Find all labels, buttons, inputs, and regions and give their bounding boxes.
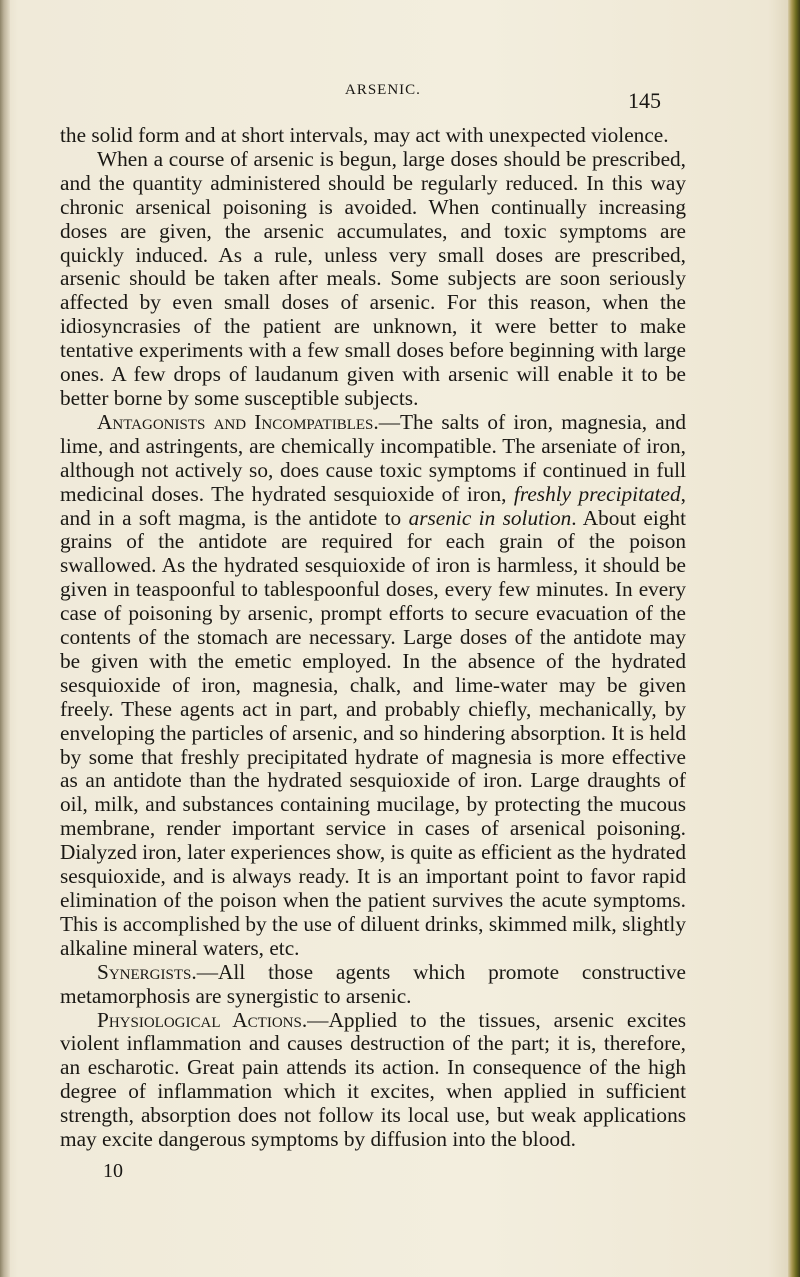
paragraph-text: —Applied to the tissues, arsenic excites violent inflammation and causes destruction of the part; it is, therefore, an escharotic. Great pain attends its action. In consequence of the high degree of inflammation which it excites, when applied in sufficient strength, absorption does not follow its local use, but weak applications may excite dangerous symptoms by diffusion into the blood. [60,1007,687,1152]
paragraph-text: the solid form and at short intervals, may act with unexpected violence. [60,123,669,147]
paragraph-physiological-actions [60,1009,686,1152]
running-head [0,78,800,118]
italic-phrase: freshly precipitated [513,481,681,506]
body-text [60,124,686,1152]
paragraph-text: —The salts of iron, magnesia, and lime, and astringents, are chemically incompatible. The arseniate of iron, although not actively so, does cause toxic symptoms if continued in full medicinal doses. The hydrated sesquioxide of iron, [60,409,686,506]
paragraph-synergists [60,961,686,1009]
paragraph-text: When a course of arsenic is begun, large doses should be prescribed, and the quantity administered should be regularly reduced. In this way chronic arsenical poisoning is avoided. When continually increasing doses are given, the arsenic accumulates, and toxic symptoms are quickly induced. As a rule, unless very small doses are prescribed, arsenic should be taken after meals. Some subjects are soon seriously affected by even small doses of arsenic. For this reason, when the idiosyncrasies of the patient are unknown, it were better to make tentative experiments with a few small doses before beginning with large ones. A few drops of laudanum given with arsenic will enable it to be better borne by some susceptible subjects. [60,146,686,410]
italic-phrase: arsenic in solution [408,505,572,530]
paragraph-dosage [60,148,686,411]
paragraph-continuation [60,124,686,148]
paragraph-text: —All those agents which promote constructive metamorphosis are synergistic to arsenic. [60,959,686,1008]
paragraph-text: . About eight grains of the antidote are required for each grain of the poison swallowed. As the hydrated sesquioxide of iron is harmless, it should be given in teaspoonful to tablespoonful doses, every few minutes. In every case of poisoning by arsenic, prompt efforts to secure evacuation of the contents of the stomach are necessary. Large doses of the antidote may be given with the emetic employed. In the absence of the hydrated sesquioxide of iron, magnesia, chalk, and lime-water may be given freely. These agents act in part, and probably chiefly, mechanically, by enveloping the particles of arsenic, and so hindering absorption. It is held by some that freshly precipitated hydrate of magnesia is more effective as an antidote than the hydrated sesquioxide of iron. Large draughts of oil, milk, and substances containing mucilage, by protecting the mucous membrane, render important service in cases of arsenical poisoning. Dialyzed iron, later experiences show, is quite as efficient as the hydrated sesquioxide, and is always ready. It is an important point to favor rapid elimination of the poison when the patient survives the acute symptoms. This is accomplished by the use of diluent drinks, skimmed milk, slightly alkaline mineral waters, etc. [60,505,686,960]
paragraph-antagonists [60,411,686,961]
section-heading: Synergists. [97,959,197,984]
binding-gutter [0,0,10,1277]
page-number: 145 [628,88,661,113]
section-heading: Antagonists and Incompatibles. [97,409,379,434]
section-heading: Physiological Actions. [97,1007,308,1032]
signature-mark: 10 [103,1160,123,1182]
running-head-title: ARSENIC. [345,82,421,98]
page-edge [788,0,800,1277]
paragraph-text: , and in a soft magma, is the antidote to [60,481,686,530]
